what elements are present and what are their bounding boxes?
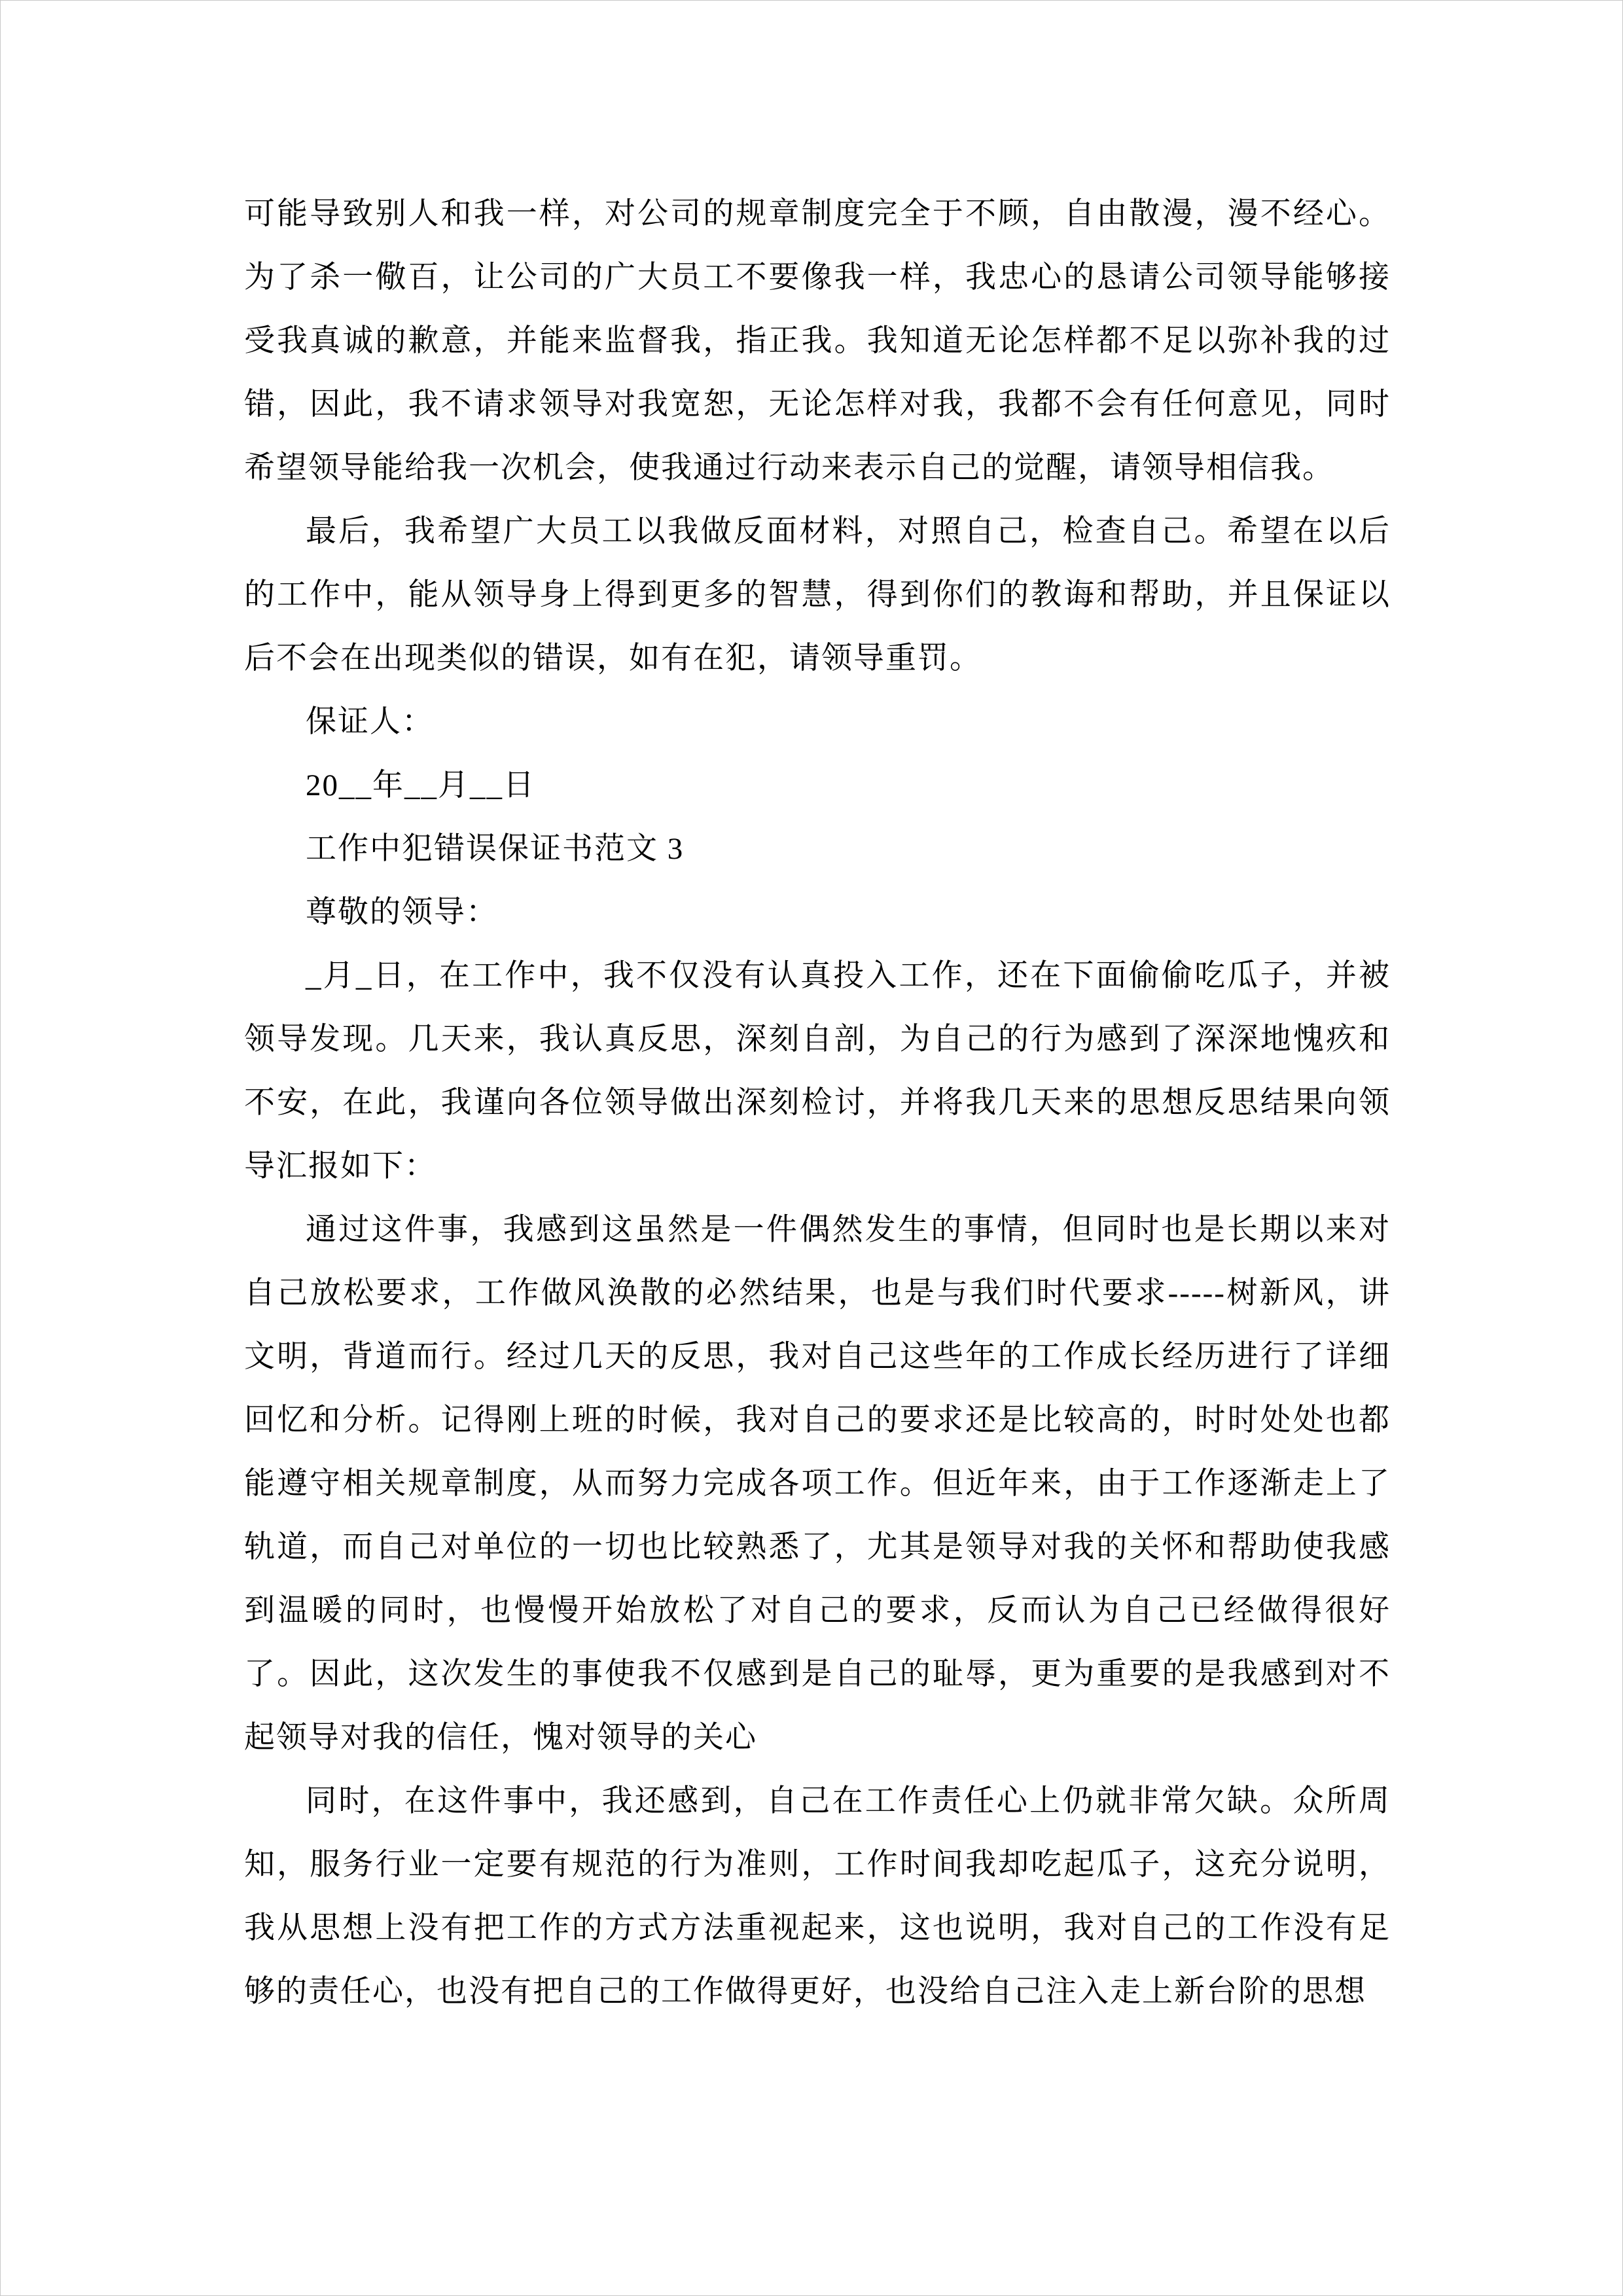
paragraph-continuation: 可能导致别人和我一样，对公司的规章制度完全于不顾，自由散漫，漫不经心。为了杀一儆百，让公司的广大员工不要像我一样，我忠心的恳请公司领导能够接受我真诚的歉意，并能来监督我，指正我。我知道无论怎样都不足以弥补我的过错，因此，我不请求领导对我宽恕，无论怎样对我，我都不会有任何意见，同时希望领导能给我一次机会，使我通过行动来表示自己的觉醒，请领导相信我。 bbox=[244, 197, 1391, 485]
signature-line-guarantor: 保证人： bbox=[306, 705, 434, 739]
document-body-text bbox=[244, 183, 1391, 2024]
paragraph: 最后，我希望广大员工以我做反面材料，对照自己，检查自己。希望在以后的工作中，能从领导身上得到更多的智慧，得到你们的教诲和帮助，并且保证以后不会在出现类似的错误，如有在犯，请领导重罚。 bbox=[244, 514, 1391, 675]
salutation: 尊敬的领导： bbox=[306, 895, 498, 929]
paragraph: 同时，在这件事中，我还感到，自己在工作责任心上仍就非常欠缺。众所周知，服务行业一定要有规范的行为准则，工作时间我却吃起瓜子，这充分说明，我从思想上没有把工作的方式方法重视起来，这也说明，我对自己的工作没有足够的责任心，也没有把自己的工作做得更好，也没给自己注入走上新台阶的思想 bbox=[244, 1784, 1391, 2009]
signature-line-date: 20__年__月__日 bbox=[306, 768, 535, 802]
paragraph: 通过这件事，我感到这虽然是一件偶然发生的事情，但同时也是长期以来对自己放松要求，工作做风涣散的必然结果，也是与我们时代要求-----树新风，讲文明，背道而行。经过几天的反思，我对自己这些年的工作成长经历进行了详细回忆和分析。记得刚上班的时候，我对自己的要求还是比较高的，时时处处也都能遵守相关规章制度，从而努力完成各项工作。但近年来，由于工作逐渐走上了轨道，而自己对单位的一切也比较熟悉了，尤其是领导对我的关怀和帮助使我感到温暖的同时，也慢慢开始放松了对自己的要求，反而认为自己已经做得很好了。因此，这次发生的事使我不仅感到是自己的耻辱，更为重要的是我感到对不起领导对我的信任，愧对领导的关心 bbox=[244, 1213, 1391, 1755]
paragraph: _月_日，在工作中，我不仅没有认真投入工作，还在下面偷偷吃瓜子，并被领导发现。几天来，我认真反思，深刻自剖，为自己的行为感到了深深地愧疚和不安，在此，我谨向各位领导做出深刻检讨，并将我几天来的思想反思结果向领导汇报如下： bbox=[244, 959, 1391, 1183]
section-heading-sample-3: 工作中犯错误保证书范文 3 bbox=[306, 832, 685, 866]
